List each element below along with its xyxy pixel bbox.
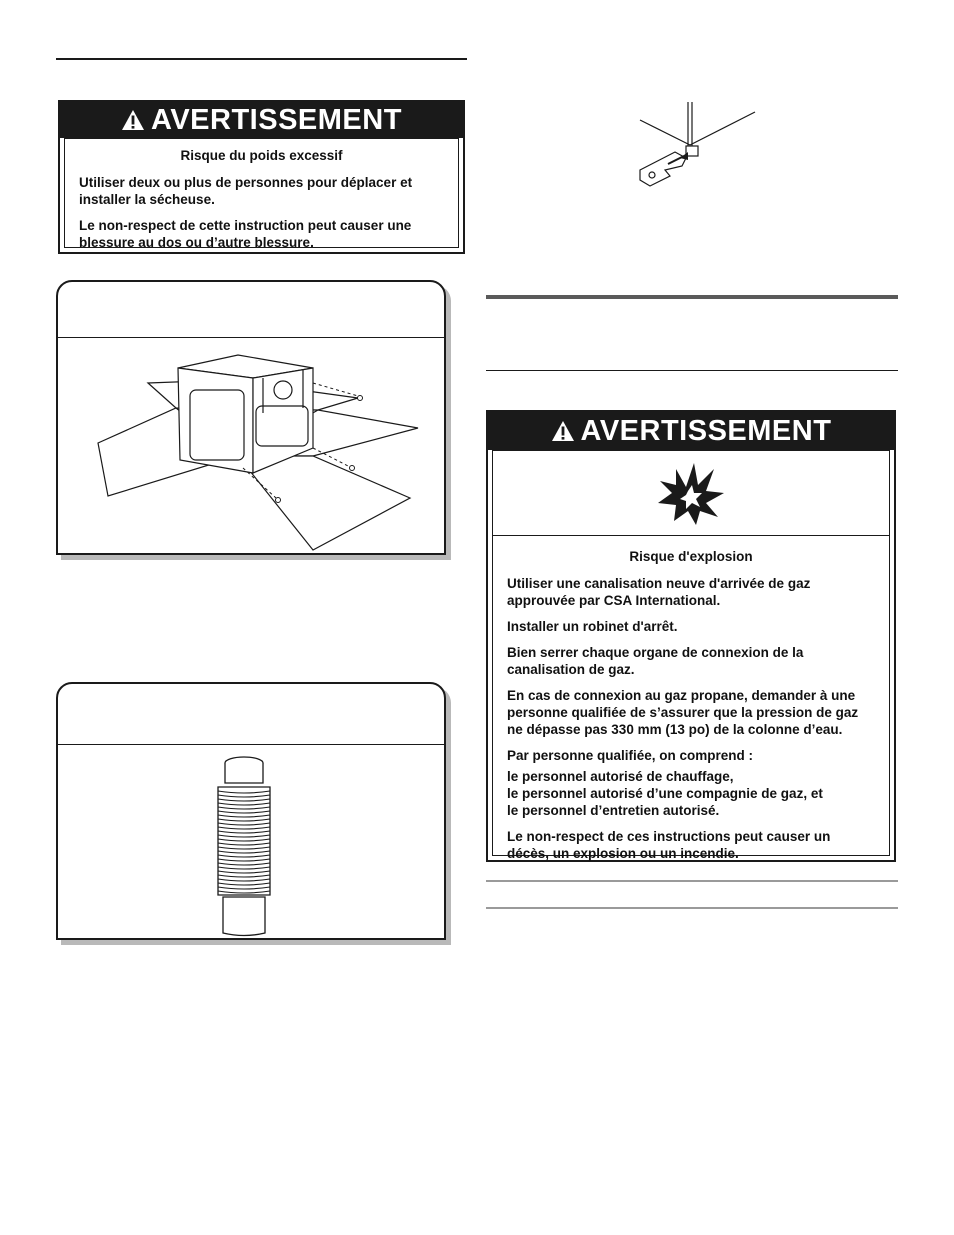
explosion-icon: [656, 459, 726, 527]
warning-explosion-line: Bien serrer chaque organe de connexion de la canalisation de gaz.: [507, 645, 804, 677]
dryer-unpacking-panel: [56, 280, 446, 555]
explosion-symbol-area: [493, 451, 889, 536]
panel-header-band: [58, 684, 444, 745]
warning-explosion-line: En cas de connexion au gaz propane, demander à une personne qualifiée de s’assurer que la pression de gaz ne dépasse pas 330 mm (13 po) de la colonne d’eau.: [507, 688, 859, 737]
warning-explosion-header: AVERTISSEMENT: [488, 412, 894, 450]
warning-weight-line: Utiliser deux ou plus de personnes pour déplacer et installer la sécheuse.: [79, 175, 413, 207]
warning-weight-title: Risque du poids excessif: [180, 148, 343, 163]
gas-connector-panel: [56, 682, 446, 940]
warning-triangle-icon: [551, 420, 575, 442]
section-rule-thick: [486, 295, 898, 299]
warning-weight-line: Le non-respect de cette instruction peut causer une blessure au dos ou d’autre blessure.: [79, 218, 412, 250]
warning-explosion-inner: [492, 450, 890, 861]
panel-header-band: [58, 282, 444, 338]
warning-explosion-line: Installer un robinet d'arrêt.: [507, 619, 678, 634]
warning-weight-inner: [64, 138, 459, 248]
warning-explosion-line: Par personne qualifiée, on comprend :: [507, 748, 754, 763]
gray-rule-2: [486, 907, 898, 909]
warning-explosion-line: le personnel autorisé de chauffage,: [507, 769, 734, 784]
warning-weight-header: AVERTISSEMENT: [60, 102, 463, 138]
warning-explosion-line: le personnel autorisé d’une compagnie de gaz, et: [507, 786, 823, 801]
warning-explosion-line: Utiliser une canalisation neuve d'arrivée de gaz approuvée par CSA International.: [507, 576, 811, 608]
warning-explosion-line: le personnel d’entretien autorisé.: [507, 803, 720, 818]
warning-triangle-icon: [121, 109, 145, 131]
warning-explosion-box: [486, 410, 896, 862]
flexible-connector-illustration: [58, 745, 444, 939]
warning-weight-box: [58, 100, 465, 254]
warning-explosion-line: Le non-respect de ces instructions peut causer un décès, un explosion ou un incendie.: [507, 829, 831, 861]
gray-rule-1: [486, 880, 898, 882]
leveling-leg-illustration: [620, 100, 770, 200]
section-rule-thin: [486, 370, 898, 371]
dryer-on-carton-illustration: [58, 338, 444, 554]
top-left-rule: [56, 58, 467, 60]
warning-explosion-title: Risque d'explosion: [629, 549, 753, 564]
